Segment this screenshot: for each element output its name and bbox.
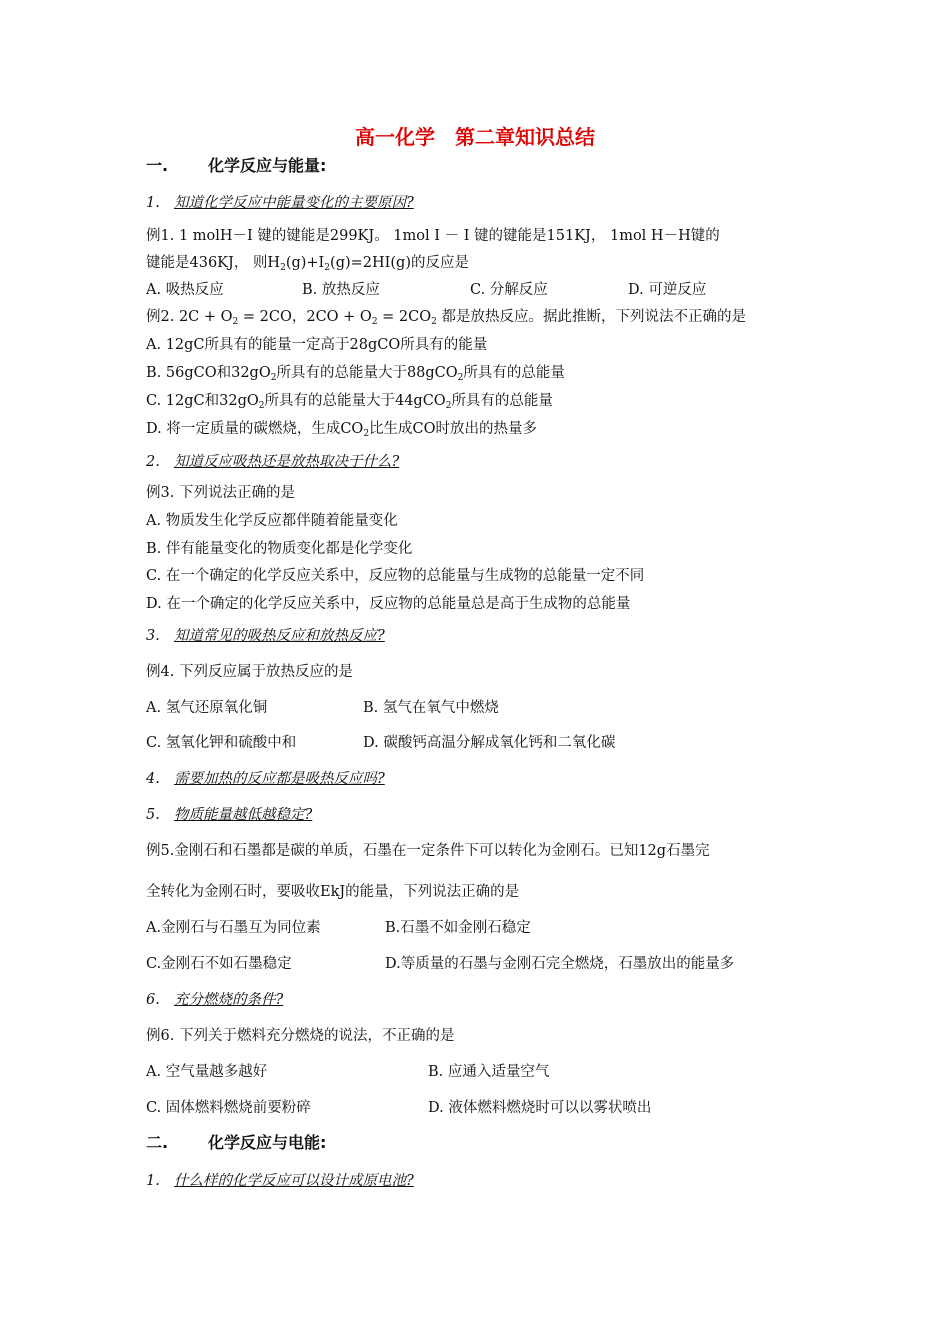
example-1-option-c: C. 分解反应 bbox=[470, 282, 548, 298]
example-1-option-b: B. 放热反应 bbox=[302, 282, 380, 298]
example-2-stem: 例2. $2C + O_2 = 2CO$，$2CO + O_2 = 2CO_2$ 都是放热反应。据此推断，下列说法不正确的是 bbox=[146, 309, 746, 327]
example-3-option-b: B. 伴有能量变化的物质变化都是化学变化 bbox=[146, 541, 413, 557]
question-2: 2. 知道反应吸热还是放热取决于什么? bbox=[146, 454, 400, 470]
example-4-option-a: A. 氢气还原氧化铜 bbox=[146, 700, 268, 716]
example-1-option-d: D. 可逆反应 bbox=[628, 282, 707, 298]
example-1-option-a: A. 吸热反应 bbox=[146, 282, 224, 298]
example-6-option-b: B. 应通入适量空气 bbox=[428, 1064, 550, 1080]
example-2-option-d: D. 将一定质量的碳燃烧，生成$CO_2$比生成CO时放出的热量多 bbox=[146, 421, 538, 439]
section-heading-1: 一. 化学反应与能量: bbox=[146, 156, 327, 175]
example-6-option-d: D. 液体燃料燃烧时可以以雾状喷出 bbox=[428, 1100, 652, 1116]
question-7: 1. 什么样的化学反应可以设计成原电池? bbox=[146, 1173, 414, 1189]
question-6: 6. 充分燃烧的条件? bbox=[146, 992, 284, 1008]
question-3: 3. 知道常见的吸热反应和放热反应? bbox=[146, 628, 385, 644]
example-6-option-c: C. 固体燃料燃烧前要粉碎 bbox=[146, 1100, 311, 1116]
example-3-stem: 例3. 下列说法正确的是 bbox=[146, 485, 295, 501]
example-4-option-d: D. 碳酸钙高温分解成氧化钙和二氧化碳 bbox=[363, 735, 616, 751]
example-4-option-c: C. 氢氧化钾和硫酸中和 bbox=[146, 735, 297, 751]
example-2-option-c: C. 12gC和$32gO_2$所具有的总能量大于44gCO$_2$所具有的总能量 bbox=[146, 393, 553, 411]
example-5-option-a: A.金刚石与石墨互为同位素 bbox=[146, 920, 321, 936]
example-6-stem: 例6. 下列关于燃料充分燃烧的说法，不正确的是 bbox=[146, 1028, 455, 1044]
section-heading-2: 二. 化学反应与电能: bbox=[146, 1133, 327, 1152]
page-title: 高一化学 第二章知识总结 bbox=[355, 125, 595, 149]
example-5-line-1: 例5.金刚石和石墨都是碳的单质，石墨在一定条件下可以转化为金刚石。已知12g石墨完 bbox=[146, 843, 710, 859]
example-2-option-a: A. 12gC所具有的能量一定高于28gCO所具有的能量 bbox=[146, 337, 488, 353]
example-3-option-c: C. 在一个确定的化学反应关系中，反应物的总能量与生成物的总能量一定不同 bbox=[146, 568, 645, 584]
example-4-option-b: B. 氢气在氧气中燃烧 bbox=[363, 700, 499, 716]
question-5: 5. 物质能量越低越稳定? bbox=[146, 807, 313, 823]
example-1-line-1: 例1. 1 molH－I 键的键能是299KJ。 1mol I － I 键的键能是151KJ， 1mol H－H键的 bbox=[146, 228, 720, 244]
example-2-option-b: B. 56gCO和$32gO_2$所具有的总能量大于88gCO$_2$所具有的总能量 bbox=[146, 365, 565, 383]
question-4: 4. 需要加热的反应都是吸热反应吗? bbox=[146, 771, 385, 787]
example-5-line-2: 全转化为金刚石时，要吸收EkJ的能量，下列说法正确的是 bbox=[146, 884, 520, 900]
example-1-line-2: 键能是436KJ， 则$H_2(g)+I_2(g)=2HI(g)$的反应是 bbox=[146, 255, 469, 273]
example-4-stem: 例4. 下列反应属于放热反应的是 bbox=[146, 664, 353, 680]
example-5-option-c: C.金刚石不如石墨稳定 bbox=[146, 956, 292, 972]
example-3-option-a: A. 物质发生化学反应都伴随着能量变化 bbox=[146, 513, 398, 529]
example-6-option-a: A. 空气量越多越好 bbox=[146, 1064, 268, 1080]
example-5-option-b: B.石墨不如金刚石稳定 bbox=[385, 920, 531, 936]
example-5-option-d: D.等质量的石墨与金刚石完全燃烧，石墨放出的能量多 bbox=[385, 956, 735, 972]
question-1: 1. 知道化学反应中能量变化的主要原因? bbox=[146, 195, 414, 211]
example-3-option-d: D. 在一个确定的化学反应关系中，反应物的总能量总是高于生成物的总能量 bbox=[146, 596, 631, 612]
